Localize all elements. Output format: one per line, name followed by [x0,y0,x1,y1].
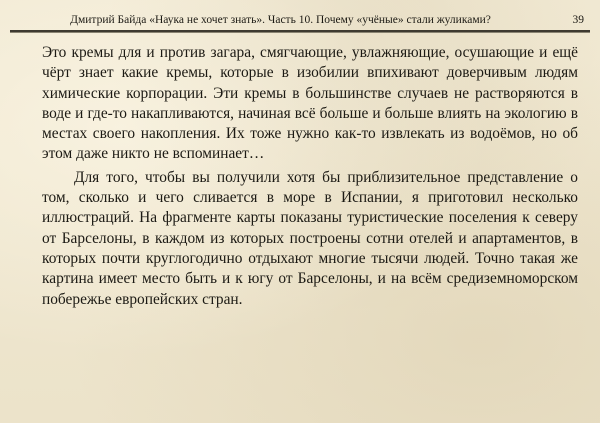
page-header [10,9,590,31]
paragraph-creams: Это кремы для и против загара, смягчающие, увлажняющие, осушающие и ещё чёрт знает какие кремы, которые в изобилии впихивают доверчивым людям химические корпорации. Эти кремы в большинстве случаев не растворяются в воде и где-то накапливаются, начиная всё больше и больше влиять на экологию в местах своего накопления. Их тоже нужно как-то извлекать из водоёмов, но об этом даже никто не вспоминает… [42,44,578,163]
running-title: Дмитрий Байда «Наука не хочет знать». Часть 10. Почему «учёные» стали жуликами? [70,14,491,26]
main-text [42,43,578,310]
header-divider [10,30,590,33]
page-number: 39 [572,14,584,26]
paragraph-illustrations: Для того, чтобы вы получили хотя бы приблизительное представление о том, сколько и чего сливается в море в Испании, я приготовил несколько иллюстраций. На фрагменте карты показаны туристические поселения к северу от Барселоны, в каждом из которых построены сотни отелей и апартаментов, в которых почти круглогодично отдыхают многие тысячи людей. Точно такая же картина имеет место быть и к югу от Барселоны, и на всём средиземноморском побережье европейских стран. [42,168,578,308]
